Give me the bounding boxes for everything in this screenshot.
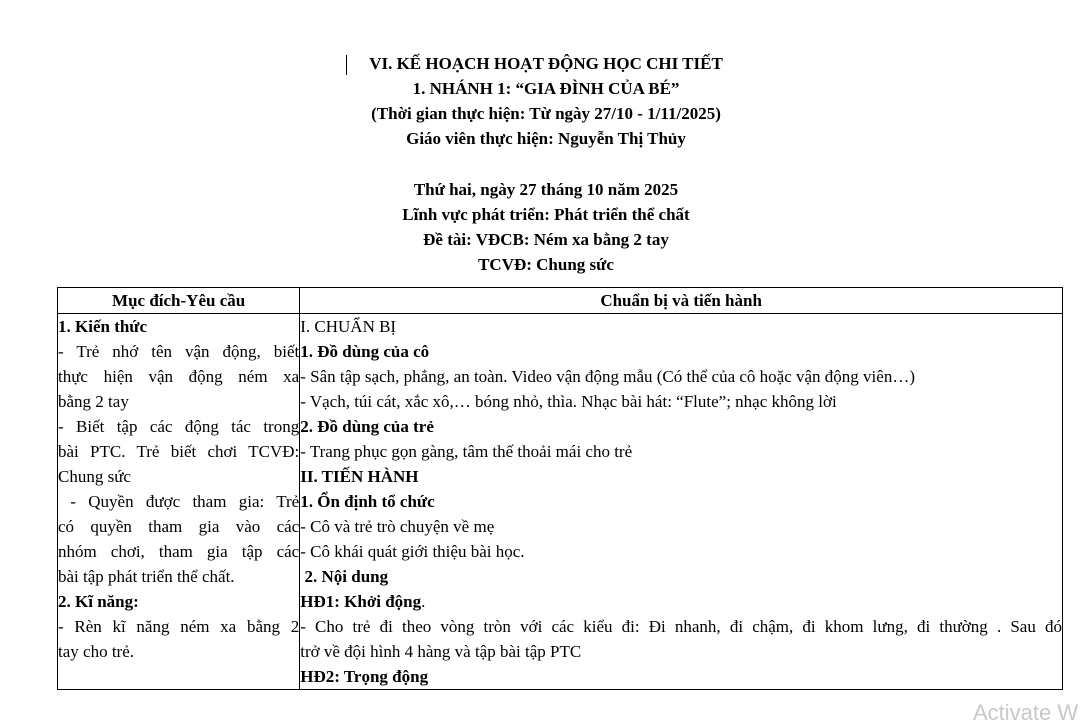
- objective-line: tay cho trẻ.: [58, 642, 134, 661]
- preparation-cell: [300, 314, 1063, 690]
- knowledge-heading: 1. Kiến thức: [58, 317, 148, 336]
- procedure-line: - Cho trẻ đi theo vòng tròn với các kiểu đi: Đi nhanh, đi chậm, đi khom lưng, đi thường . Sau đó: [300, 617, 1062, 636]
- procedure-line: - Cô và trẻ trò chuyện về mẹ: [300, 517, 495, 536]
- development-field: Lĩnh vực phát triển: Phát triển thể chất: [402, 205, 690, 224]
- objective-line: thực hiện vận động ném xa: [58, 367, 300, 386]
- skills-heading: 2. Kĩ năng:: [58, 592, 139, 611]
- content-heading: 2. Nội dung: [300, 567, 389, 586]
- column-header-preparation: Chuẩn bị và tiến hành: [300, 288, 1063, 314]
- objective-line: - Trẻ nhớ tên vận động, biết: [58, 342, 300, 361]
- movement-game: TCVĐ: Chung sức: [478, 255, 614, 274]
- teacher-name: Giáo viên thực hiện: Nguyễn Thị Thủy: [406, 129, 686, 148]
- lesson-plan-table: [57, 287, 1063, 690]
- section-title: VI. KẾ HOẠCH HOẠT ĐỘNG HỌC CHI TIẾT: [369, 54, 723, 73]
- objective-line: Chung sức: [58, 467, 131, 486]
- branch-title: 1. NHÁNH 1: “GIA ĐÌNH CỦA BÉ”: [412, 79, 680, 98]
- objective-line: bài tập phát triển thể chất.: [58, 567, 235, 586]
- lesson-date: Thứ hai, ngày 27 tháng 10 năm 2025: [413, 180, 679, 199]
- preparation-line: - Vạch, túi cát, xắc xô,… bóng nhỏ, thìa. Nhạc bài hát: “Flute”; nhạc không lời: [300, 392, 837, 411]
- activity-2-heading: HĐ2: Trọng động: [300, 667, 429, 686]
- preparation-line: - Sân tập sạch, phẳng, an toàn. Video vận động mẫu (Có thể của cô hoặc vận động viên…): [300, 367, 915, 386]
- table-header-row: [58, 288, 1063, 314]
- preparation-line: - Trang phục gọn gàng, tâm thế thoải mái cho trẻ: [300, 442, 633, 461]
- activity-1-heading: [300, 589, 1062, 614]
- procedure-heading: II. TIẾN HÀNH: [300, 467, 419, 486]
- objective-line: bài PTC. Trẻ biết chơi TCVĐ:: [58, 442, 300, 461]
- organization-heading: 1. Ổn định tổ chức: [300, 492, 435, 511]
- objective-line: - Biết tập các động tác trong: [58, 417, 300, 436]
- preparation-heading: I. CHUẨN BỊ: [300, 317, 397, 336]
- objective-line: có quyền tham gia vào các: [58, 517, 300, 536]
- objective-line: bằng 2 tay: [58, 392, 129, 411]
- time-period: (Thời gian thực hiện: Từ ngày 27/10 - 1/11/2025): [371, 104, 721, 123]
- procedure-line: - Cô khái quát giới thiệu bài học.: [300, 542, 525, 561]
- column-header-objectives: Mục đích-Yêu cầu: [58, 288, 300, 314]
- objective-line: - Rèn kĩ năng ném xa bằng 2: [58, 617, 300, 636]
- procedure-line: trở về đội hình 4 hàng và tập bài tập PTC: [300, 642, 582, 661]
- objective-line: - Quyền được tham gia: Trẻ: [58, 492, 300, 511]
- child-materials-heading: 2. Đồ dùng của trẻ: [300, 417, 434, 436]
- objective-line: nhóm chơi, tham gia tập các: [58, 542, 300, 561]
- activity-1-period: .: [421, 592, 426, 611]
- teacher-materials-heading: 1. Đồ dùng của cô: [300, 342, 430, 361]
- activity-1-label: HĐ1: Khởi động: [300, 592, 422, 611]
- objectives-cell: [58, 314, 300, 690]
- table-body-row: [58, 314, 1063, 690]
- windows-activation-watermark: Activate W: [973, 700, 1079, 725]
- lesson-topic: Đề tài: VĐCB: Ném xa bằng 2 tay: [423, 230, 669, 249]
